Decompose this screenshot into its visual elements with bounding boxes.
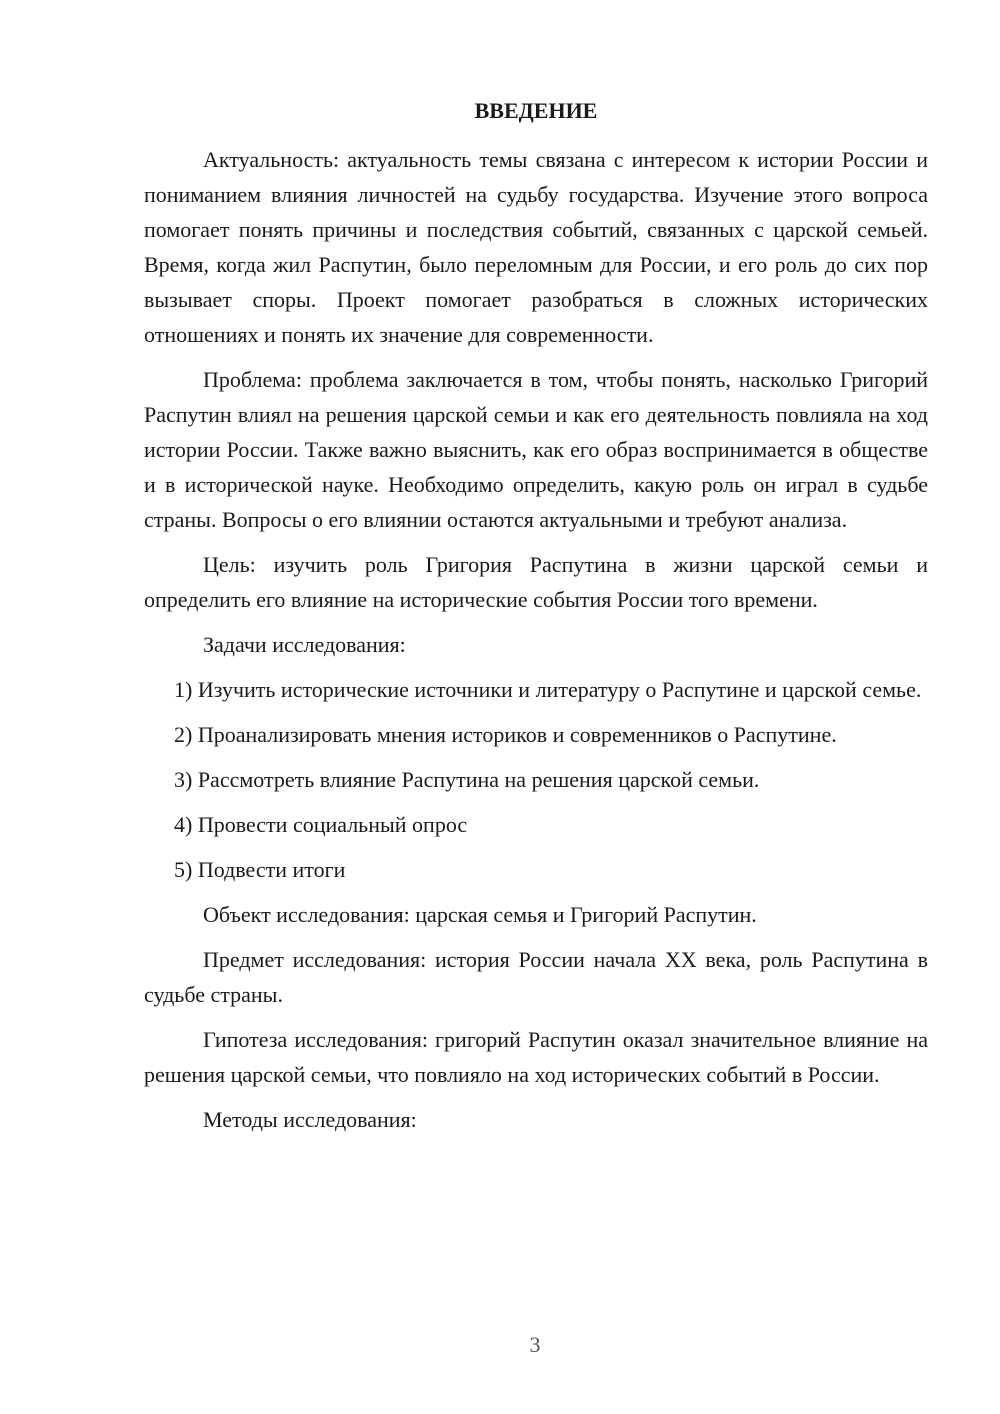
document-page [144,96,928,1147]
task-item-3: 3) Рассмотреть влияние Распутина на решения царской семьи. [174,767,760,792]
task-item-1: 1) Изучить исторические источники и литературу о Распутине и царской семье. [174,677,922,702]
page-title: ВВЕДЕНИЕ [474,98,598,123]
methods-heading: Методы исследования: [203,1107,417,1132]
paragraph-hypothesis: Гипотеза исследования: григорий Распутин оказал значительное влияние на решения царской семьи, что повлияло на ход исторических событий в России. [144,1027,928,1087]
paragraph-object: Объект исследования: царская семья и Григорий Распутин. [203,902,757,927]
task-item-2: 2) Проанализировать мнения историков и современников о Распутине. [174,722,837,747]
task-item-4: 4) Провести социальный опрос [174,812,468,837]
paragraph-relevance: Актуальность: актуальность темы связана с интересом к истории России и пониманием влияния личностей на судьбу государства. Изучение этого вопроса помогает понять причины и последствия событий, связанных с царской семьей. Время, когда жил Распутин, было переломным для России, и его роль до сих пор вызывает споры. Проект помогает разобраться в сложных исторических отношениях и понять их значение для современности. [144,147,928,347]
paragraph-subject: Предмет исследования: история России начала XX века, роль Распутина в судьбе страны. [144,947,928,1007]
tasks-heading: Задачи исследования: [203,632,406,657]
task-item-5: 5) Подвести итоги [174,857,346,882]
page-number: 3 [529,1332,541,1357]
paragraph-goal: Цель: изучить роль Григория Распутина в жизни царской семьи и определить его влияние на исторические события России того времени. [144,552,928,612]
paragraph-problem: Проблема: проблема заключается в том, чтобы понять, насколько Григорий Распутин влиял на решения царской семьи и как его деятельность повлияла на ход истории России. Также важно выяснить, как его образ воспринимается в обществе и в исторической науке. Необходимо определить, какую роль он играл в судьбе страны. Вопросы о его влиянии остаются актуальными и требуют анализа. [144,367,928,532]
